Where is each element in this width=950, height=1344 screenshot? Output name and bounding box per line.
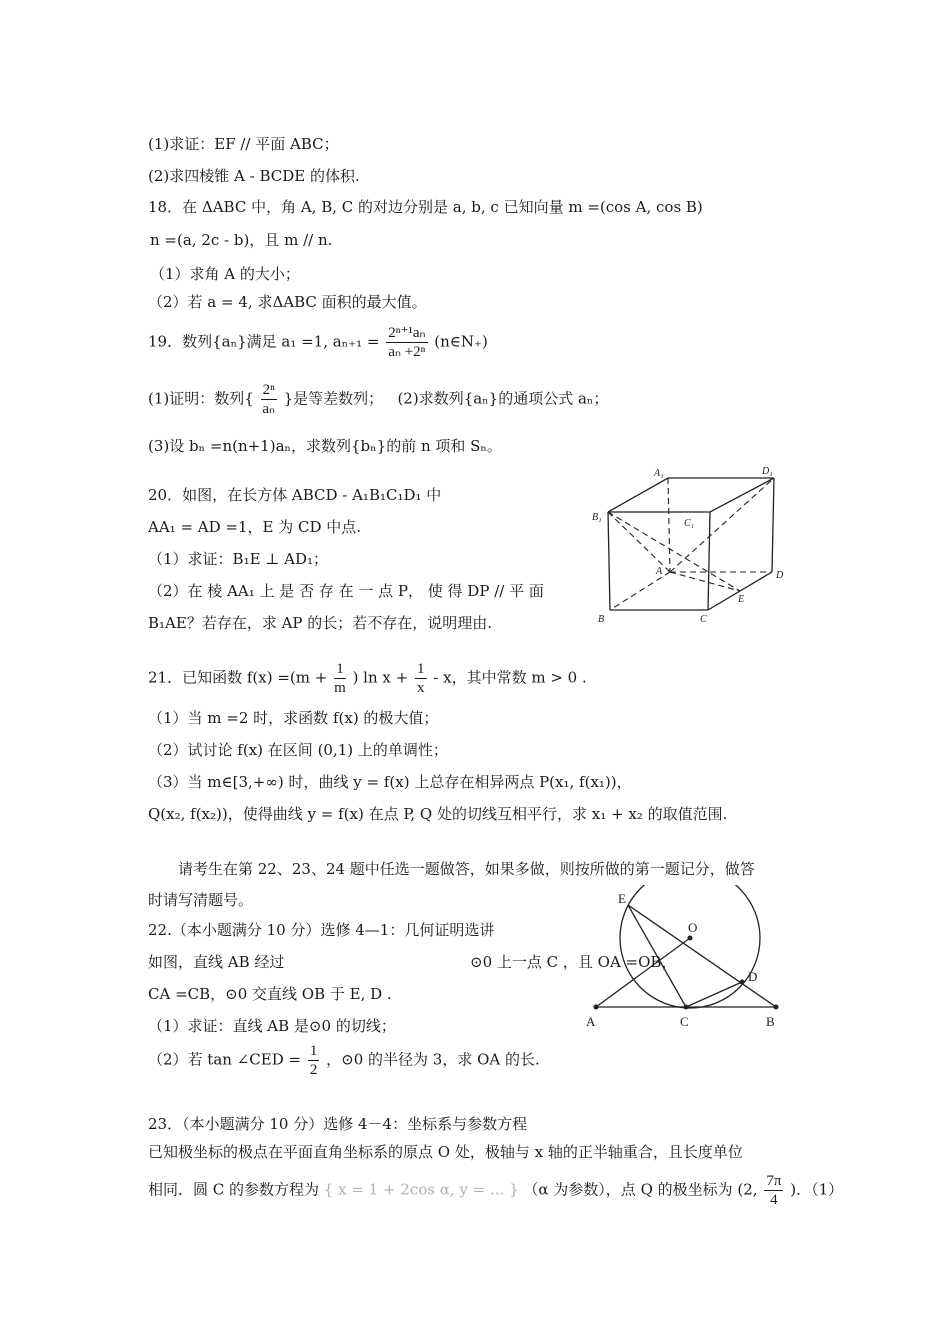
label-D: D <box>748 969 758 984</box>
hidden-b1-e <box>608 512 740 591</box>
p23-line1: 已知极坐标的极点在平面直角坐标系的原点 O 处，极轴与 x 轴的正半轴重合，且长度单位 <box>148 1143 743 1161</box>
edge-c1-d1 <box>710 478 774 512</box>
point-b <box>774 1005 779 1010</box>
label-A: A <box>656 566 663 577</box>
p21-q1: （1）当 m =2 时，求函数 f(x) 的极大值； <box>148 709 439 727</box>
label-E: E <box>618 891 626 906</box>
p17-q1: (1)求证：EF // 平面 ABC； <box>148 135 339 153</box>
edge-b1-a1 <box>608 478 668 512</box>
p21-fraction-1m: $\frac{1}{m}$ <box>334 661 346 696</box>
p22-line2: CA =CB，⊙0 交直线 OB 于 E, D . <box>148 985 392 1003</box>
hidden-a1-a <box>668 478 670 572</box>
p22-line1b: ⊙0 上一点 C ，且 OA =OB， <box>470 953 677 971</box>
p18-q2: （2）若 a = 4, 求ΔABC 面积的最大值。 <box>148 293 427 311</box>
p20-line2: AA₁ = AD =1，E 为 CD 中点. <box>148 518 362 536</box>
point-c <box>684 1005 689 1010</box>
p23-title: 23．（本小题满分 10 分）选修 4－4：坐标系与参数方程 <box>148 1115 528 1133</box>
point-d <box>740 980 745 985</box>
label-C: C <box>680 1014 689 1029</box>
cuboid-figure <box>590 460 790 630</box>
p23-line2: 相同．圆 C 的参数方程为 { x = 1 + 2cos α, y = ... } （α 为参数），点 Q 的极坐标为 (2, $\frac{7\pi}{4}$ )．（1） <box>148 1173 844 1208</box>
p18-stem-b: n =(a, 2c - b)，且 m // n. <box>150 231 333 249</box>
p22-title: 22.（本小题满分 10 分）选修 4—1：几何证明选讲 <box>148 921 495 939</box>
p20-q1: （1）求证：B₁E ⊥ AD₁； <box>148 550 329 568</box>
circle-figure <box>580 885 800 1035</box>
label-E: E <box>738 594 745 605</box>
p21-stem: 21．已知函数 f(x) =(m + $\frac{1}{m}$ ) ln x + $\frac{1}{x}$ - x，其中常数 m > 0 . <box>148 661 587 696</box>
p19-q1-fraction: $\frac{\text{2ⁿ}}{\text{aₙ}}$ <box>262 382 276 417</box>
p19-q3: (3)设 bₙ =n(n+1)aₙ，求数列{bₙ}的前 n 项和 Sₙ。 <box>148 437 502 455</box>
edge-b1-b <box>608 512 610 610</box>
label-A1: A₁ <box>654 468 664 479</box>
p23-param-eq: { x = 1 + 2cos α, y = ... } <box>323 1180 519 1199</box>
label-A: A <box>586 1014 596 1029</box>
point-o <box>688 936 693 941</box>
hidden-a-e <box>670 572 740 591</box>
p19-q1: (1)证明：数列{ $\frac{\text{2ⁿ}}{\text{aₙ}}$ }是等差数列； (2)求数列{aₙ}的通项公式 aₙ； <box>148 382 609 417</box>
label-C: C <box>700 614 707 625</box>
line-eb <box>628 905 776 1007</box>
label-B: B <box>766 1014 775 1029</box>
p21-q3a: （3）当 m∈[3,+∞) 时，曲线 y = f(x) 上总存在相异两点 P(x₁, f(x₁))， <box>148 773 632 791</box>
notice-line1: 请考生在第 22、23、24 题中任选一题做答，如果多做，则按所做的第一题记分，做答 <box>178 860 755 878</box>
p21-q2: （2）试讨论 f(x) 在区间 (0,1) 上的单调性； <box>148 741 448 759</box>
circle-o <box>620 885 760 1008</box>
line-ao <box>596 938 690 1007</box>
p19-fraction: $\frac{\text{2ⁿ⁺¹aₙ}}{\text{aₙ +2ⁿ}}$ <box>388 325 426 360</box>
label-D: D <box>776 570 784 581</box>
p23-fraction: $\frac{7\pi}{4}$ <box>766 1173 782 1208</box>
hidden-a-b <box>610 572 670 610</box>
p20-q2b: B₁AE？若存在，求 AP 的长；若不存在，说明理由. <box>148 614 493 632</box>
p18-stem-a: 18．在 ΔABC 中，角 A, B, C 的对边分别是 a, b, c 已知向量 m =(cos A, cos B) <box>148 198 703 216</box>
p19-stem: 19．数列{aₙ}满足 a₁ =1, aₙ₊₁ = $\frac{\text{2ⁿ⁺¹aₙ}}{\text{aₙ +2ⁿ}}$ (n∈N₊) <box>148 325 488 360</box>
p22-q1: （1）求证：直线 AB 是⊙0 的切线； <box>148 1017 396 1035</box>
p20-line1: 20．如图，在长方体 ABCD - A₁B₁C₁D₁ 中 <box>148 486 442 504</box>
label-B: B <box>598 614 605 625</box>
edge-c1-c <box>708 512 710 610</box>
edge-d1-d <box>772 478 774 572</box>
p20-q2a: （2）在 棱 AA₁ 上 是 否 存 在 一 点 P， 使 得 DP // 平 面 <box>148 582 544 600</box>
p17-q2: (2)求四棱锥 A - BCDE 的体积. <box>148 167 360 185</box>
label-C1: C₁ <box>684 518 695 529</box>
label-D1: D₁ <box>762 466 773 477</box>
p22-fraction: $\frac{1}{2}$ <box>309 1043 318 1078</box>
label-O: O <box>688 920 698 935</box>
p18-q1: （1）求角 A 的大小； <box>150 265 300 283</box>
p22-line1a: 如图，直线 AB 经过 <box>148 953 285 971</box>
label-B1: B₁ <box>592 512 602 523</box>
point-a <box>594 1005 599 1010</box>
p22-q2: （2）若 tan ∠CED = $\frac{1}{2}$ ，⊙0 的半径为 3，求 OA 的长. <box>148 1043 540 1078</box>
notice-line2: 时请写清题号。 <box>148 891 254 909</box>
line-ec <box>628 905 686 1007</box>
p21-fraction-1x: $\frac{1}{x}$ <box>417 661 425 696</box>
hidden-b1-a <box>608 512 670 572</box>
p21-q3b: Q(x₂, f(x₂))，使得曲线 y = f(x) 在点 P, Q 处的切线互相平行，求 x₁ + x₂ 的取值范围. <box>148 805 728 823</box>
